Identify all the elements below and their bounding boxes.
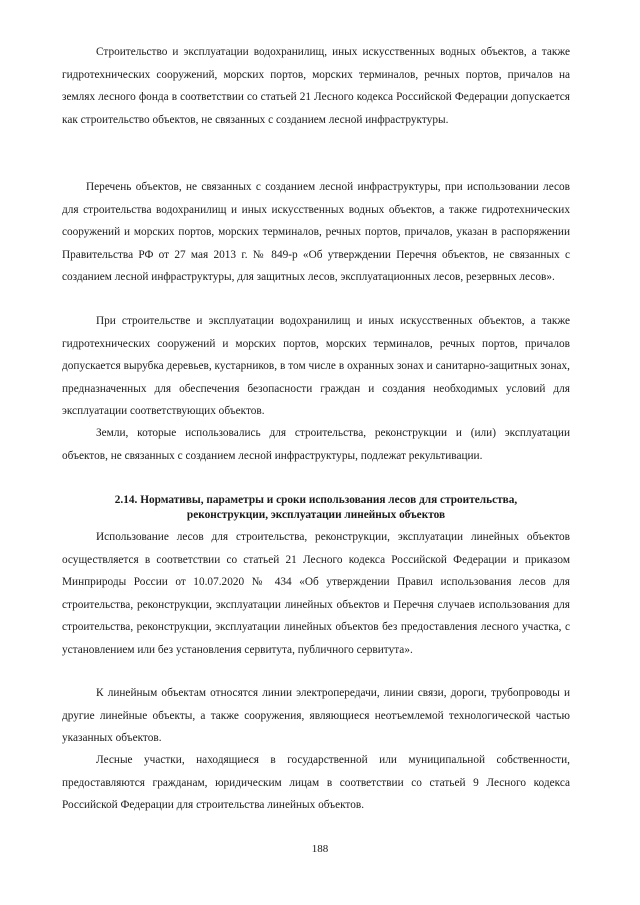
section-heading	[62, 493, 570, 523]
page-number: 188	[311, 843, 329, 855]
paragraph-recultivation: Земли, которые использовались для строительства, реконструкции и (или) эксплуатации объектов, не связанных с созданием лесной инфраструктуры, подлежат рекультивации.	[62, 427, 570, 462]
paragraph-linear-objects-usage: Использование лесов для строительства, реконструкции, эксплуатации линейных объектов осуществляется в соответствии со статьей 21 Лесного кодекса Российской Федерации и приказом Минприроды России от 10.07.2020 № 434 «Об утверждении Правил использования лесов для строительства, реконструкции, эксплуатации линейных объектов и Перечня случаев использования для строительства, реконструкции, эксплуатации линейных объектов без предоставления лесного участка, с установлением или без установления сервитута, публичного сервитута».	[62, 531, 570, 656]
section-heading-line2: реконструкции, эксплуатации линейных объектов	[186, 509, 446, 521]
section-heading-line1: 2.14. Нормативы, параметры и сроки использования лесов для строительства,	[114, 494, 518, 506]
paragraph-reservoir-construction: Строительство и эксплуатации водохранилищ, иных искусственных водных объектов, а также гидротехнических сооружений, морских портов, морских терминалов, речных портов, причалов на землях лесного фонда в соответствии со статьей 21 Лесного кодекса Российской Федерации допускается как строительство объектов, не связанных с созданием лесной инфраструктуры.	[62, 46, 570, 126]
paragraph-objects-list: Перечень объектов, не связанных с созданием лесной инфраструктуры, при использовании лесов для строительства водохранилищ и иных искусственных водных объектов, а также гидротехнических сооружений и морских портов, морских терминалов, речных портов, причалов, указан в распоряжении Правительства РФ от 27 мая 2013 г. № 849-р «Об утверждении Перечня объектов, не связанных с созданием лесной инфраструктуры, для защитных лесов, эксплуатационных лесов, резервных лесов».	[62, 181, 570, 284]
paragraph-tree-felling: При строительстве и эксплуатации водохранилищ и иных искусственных объектов, а также гидротехнических сооружений и морских портов, морских терминалов, речных портов, причалов допускается вырубка деревьев, кустарников, в том числе в охранных зонах и санитарно-защитных зонах, предназначенных для обеспечения безопасности граждан и создания необходимых условий для эксплуатации соответствующих объектов.	[62, 315, 570, 418]
paragraph-linear-objects-definition: К линейным объектам относятся линии электропередачи, линии связи, дороги, трубопроводы и другие линейные объекты, а также сооружения, являющиеся неотъемлемой технологической частью указанных объектов.	[62, 687, 570, 745]
paragraph-forest-plots: Лесные участки, находящиеся в государственной или муниципальной собственности, предоставляются гражданам, юридическим лицам в соответствии со статьей 9 Лесного кодекса Российской Федерации для строительства линейных объектов.	[62, 754, 570, 812]
